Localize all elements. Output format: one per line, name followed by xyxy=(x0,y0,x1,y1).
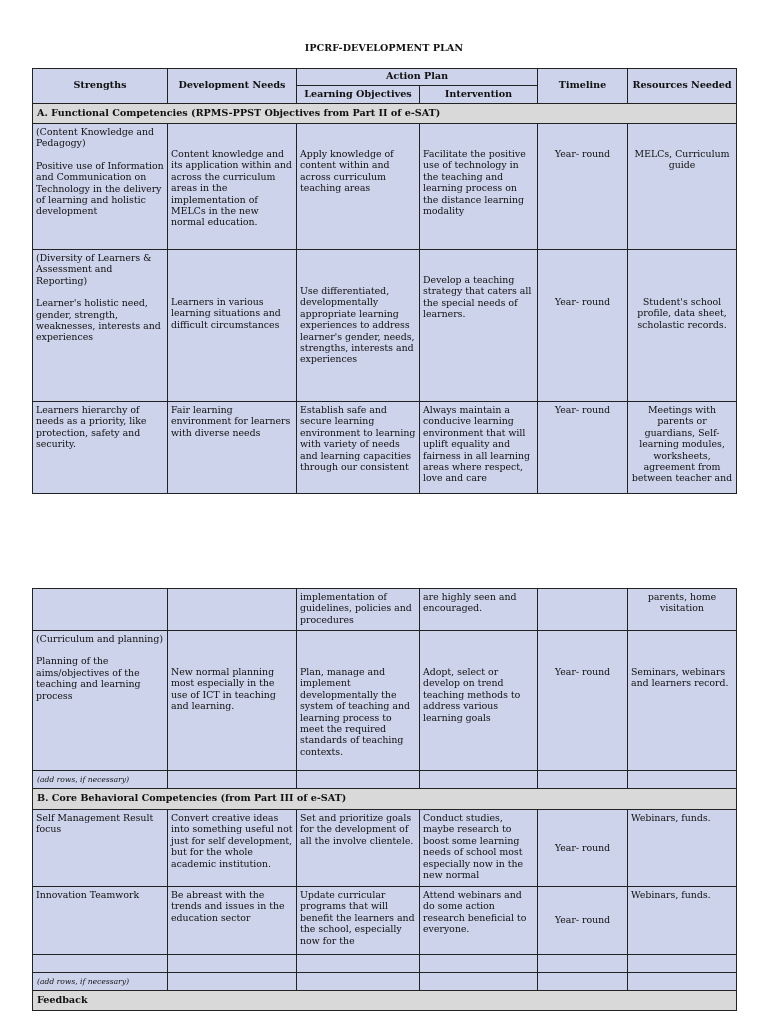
header-strengths: Strengths xyxy=(33,69,168,104)
intervention-cell: Always maintain a conducive learning environment that will uplift equality and fairness in all learning areas where respect, love and care xyxy=(420,402,538,494)
empty-row xyxy=(33,955,737,973)
resources-cell: Seminars, webinars and learners record. xyxy=(628,631,737,771)
timeline-cell: Year- round xyxy=(538,887,628,955)
header-intervention: Intervention xyxy=(420,86,538,104)
add-rows-row xyxy=(33,973,737,991)
need-cell: Learners in various learning situations and difficult circumstances xyxy=(168,250,297,402)
development-plan-table-page-1 xyxy=(32,68,737,494)
development-plan-table-page-2 xyxy=(32,588,737,1011)
objective-cell: Update curricular programs that will benefit the learners and the school, especially now for the xyxy=(297,887,420,955)
category-label: (Curriculum and planning) xyxy=(36,634,163,645)
add-rows-row xyxy=(33,771,737,789)
strength-text: Learners hierarchy of needs as a priority, like protection, safety and security. xyxy=(33,402,168,494)
need-cell: Convert creative ideas into something useful not just for self development, but for the whole academic institution. xyxy=(168,810,297,887)
objective-cell: implementation of guidelines, policies and procedures xyxy=(297,589,420,631)
objective-cell: Use differentiated, developmentally appropriate learning experiences to address learner's gender, needs, strengths, interests and experiences xyxy=(297,250,420,402)
timeline-cell: Year- round xyxy=(538,250,628,402)
header-action-plan: Action Plan xyxy=(297,69,538,86)
intervention-cell: Adopt, select or develop on trend teaching methods to address various learning goals xyxy=(420,631,538,771)
strength-text: Planning of the aims/objectives of the teaching and learning process xyxy=(36,656,141,702)
table-row xyxy=(33,124,737,250)
intervention-cell: Attend webinars and do some action research beneficial to everyone. xyxy=(420,887,538,955)
timeline-cell: Year- round xyxy=(538,124,628,250)
strength-cell xyxy=(33,250,168,402)
resources-cell: Meetings with parents or guardians, Self-learning modules, worksheets, agreement from between teacher and xyxy=(628,402,737,494)
need-cell: Content knowledge and its application within and across the curriculum areas in the implementation of MELCs in the new normal education. xyxy=(168,124,297,250)
table-row xyxy=(33,250,737,402)
intervention-cell: Facilitate the positive use of technology in the teaching and learning process on the distance learning modality xyxy=(420,124,538,250)
strength-text: Self Management Result focus xyxy=(33,810,168,887)
need-cell: Fair learning environment for learners with diverse needs xyxy=(168,402,297,494)
header-resources: Resources Needed xyxy=(628,69,737,104)
section-b-heading: B. Core Behavioral Competencies (from Part III of e-SAT) xyxy=(33,789,737,810)
resources-cell: Student's school profile, data sheet, scholastic records. xyxy=(628,250,737,402)
objective-cell: Establish safe and secure learning environment to learning with variety of needs and learning capacities through our consistent xyxy=(297,402,420,494)
objective-cell: Apply knowledge of content within and across curriculum teaching areas xyxy=(297,124,420,250)
table-row xyxy=(33,631,737,771)
intervention-cell: Develop a teaching strategy that caters all the special needs of learners. xyxy=(420,250,538,402)
resources-cell: MELCs, Curriculum guide xyxy=(628,124,737,250)
table-row-continuation xyxy=(33,589,737,631)
table-row xyxy=(33,810,737,887)
feedback-heading: Feedback xyxy=(33,991,737,1011)
timeline-cell: Year- round xyxy=(538,631,628,771)
header-learning-objectives: Learning Objectives xyxy=(297,86,420,104)
intervention-cell: are highly seen and encouraged. xyxy=(420,589,538,631)
strength-cell xyxy=(33,124,168,250)
header-timeline: Timeline xyxy=(538,69,628,104)
table-row xyxy=(33,887,737,955)
timeline-cell: Year- round xyxy=(538,810,628,887)
need-cell: Be abreast with the trends and issues in the education sector xyxy=(168,887,297,955)
section-a-heading: A. Functional Competencies (RPMS-PPST Objectives from Part II of e-SAT) xyxy=(33,104,737,124)
intervention-cell: Conduct studies, maybe research to boost some learning needs of school most especially now in the new normal xyxy=(420,810,538,887)
document-title: IPCRF-DEVELOPMENT PLAN xyxy=(304,43,464,54)
add-rows-note: (add rows, if necessary) xyxy=(33,973,168,991)
resources-cell: Webinars, funds. xyxy=(628,810,737,887)
table-row xyxy=(33,402,737,494)
category-label: (Diversity of Learners & Assessment and Reporting) xyxy=(36,253,152,287)
timeline-cell: Year- round xyxy=(538,402,628,494)
category-label: (Content Knowledge and Pedagogy) xyxy=(36,127,155,150)
objective-cell: Set and prioritize goals for the development of all the involve clientele. xyxy=(297,810,420,887)
add-rows-note: (add rows, if necessary) xyxy=(33,771,168,789)
header-development-needs: Development Needs xyxy=(168,69,297,104)
resources-cell: parents, home visitation xyxy=(628,589,737,631)
objective-cell: Plan, manage and implement developmentally the system of teaching and learning process to meet the required standards of teaching contexts. xyxy=(297,631,420,771)
strength-cell xyxy=(33,631,168,771)
strength-text: Innovation Teamwork xyxy=(33,887,168,955)
need-cell: New normal planning most especially in the use of ICT in teaching and learning. xyxy=(168,631,297,771)
strength-text: Positive use of Information and Communication on Technology in the delivery of learning and holistic development xyxy=(36,160,164,218)
resources-cell: Webinars, funds. xyxy=(628,887,737,955)
strength-text: Learner's holistic need, gender, strength, weaknesses, interests and experiences xyxy=(36,298,161,344)
